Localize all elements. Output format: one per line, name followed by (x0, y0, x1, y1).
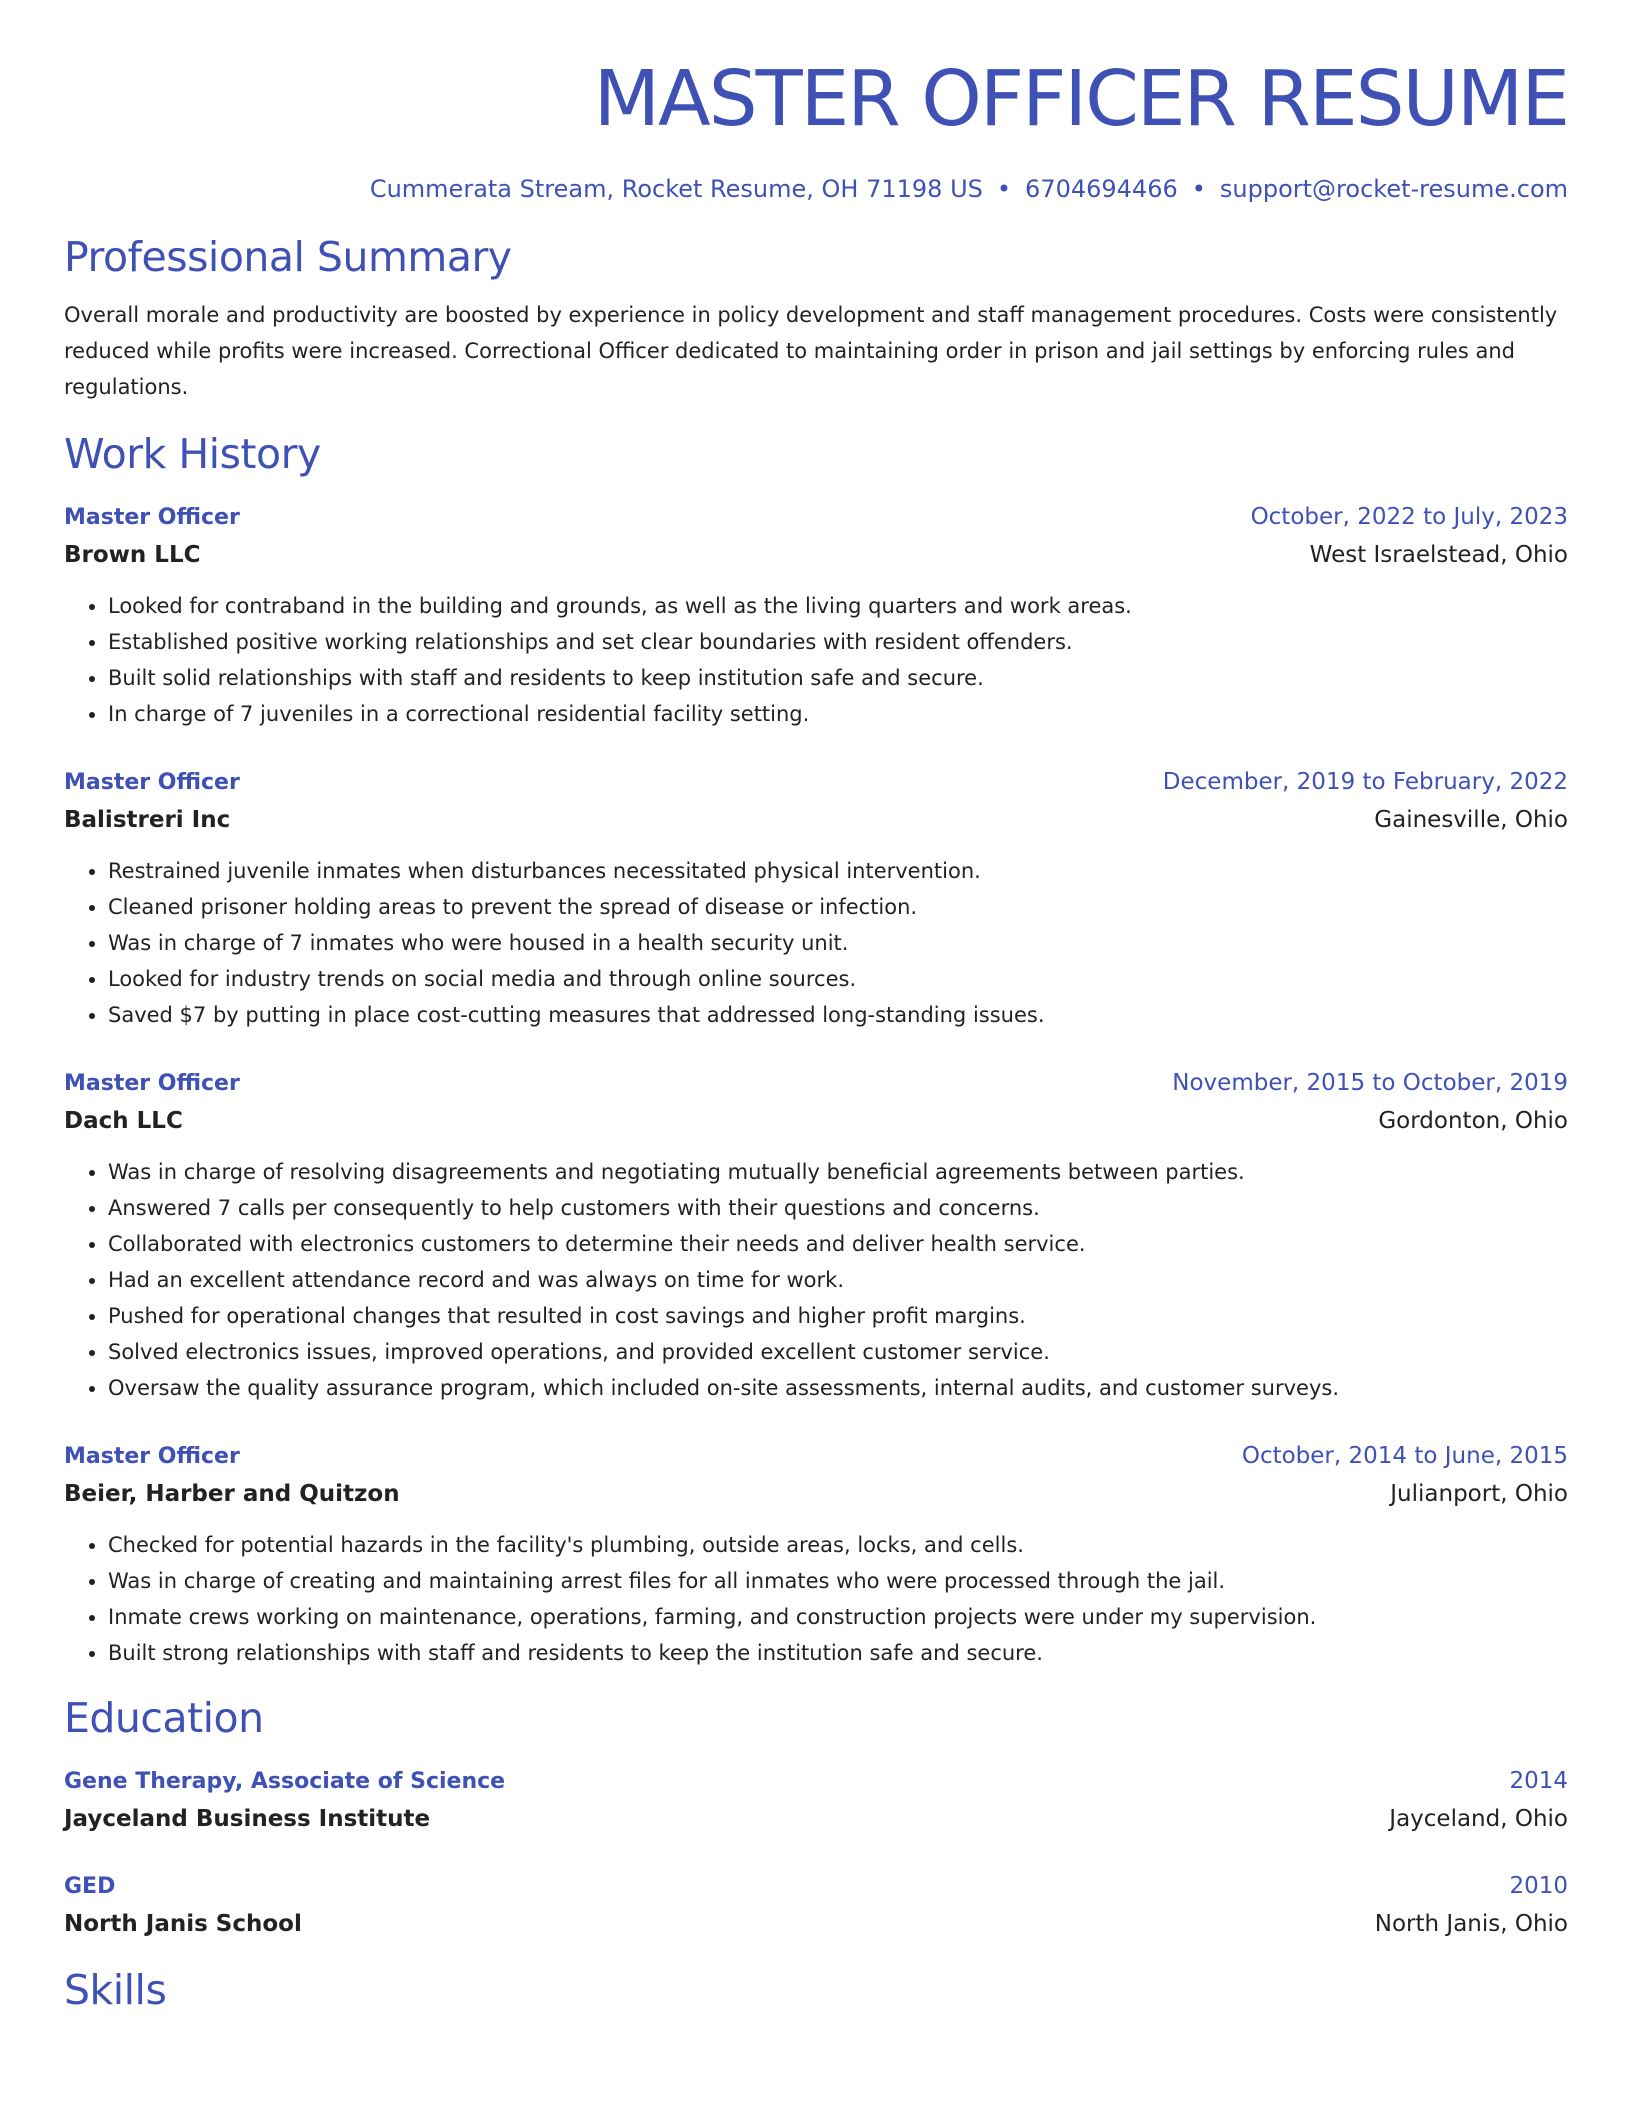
skills-heading: Skills (64, 1966, 167, 2014)
job-bullet: • Established positive working relationships and set clear boundaries with resident offenders. (108, 624, 1568, 660)
job-bullet: • Built strong relationships with staff and residents to keep the institution safe and secure. (108, 1635, 1568, 1671)
contact-email[interactable]: support@rocket-resume.com (1219, 175, 1568, 203)
job-dates: October, 2014 to June, 2015 (1241, 1443, 1568, 1469)
job-bullet: • Looked for industry trends on social media and through online sources. (108, 961, 1568, 997)
education-degree: Gene Therapy, Associate of Science (64, 1769, 506, 1794)
education-entry (64, 1763, 1568, 1838)
contact-address: Cummerata Stream, Rocket Resume, OH 71198 US (369, 175, 983, 203)
education-location: North Janis, Ohio (1374, 1911, 1568, 1937)
job-bullet: • Answered 7 calls per consequently to help customers with their questions and concerns. (108, 1190, 1568, 1226)
job-role-row (64, 1065, 1568, 1102)
education-school: North Janis School (64, 1911, 302, 1937)
job-bullet: • Was in charge of 7 inmates who were housed in a health security unit. (108, 925, 1568, 961)
job-entry (64, 1438, 1568, 1671)
job-company: Beier, Harber and Quitzon (64, 1481, 400, 1507)
job-location: West Israelstead, Ohio (1309, 542, 1568, 568)
job-bullet: • Cleaned prisoner holding areas to prevent the spread of disease or infection. (108, 889, 1568, 925)
job-dates: October, 2022 to July, 2023 (1250, 504, 1568, 530)
job-role: Master Officer (64, 505, 240, 530)
job-entry (64, 499, 1568, 732)
education-entry (64, 1868, 1568, 1943)
education-degree-row (64, 1868, 1568, 1905)
contact-phone: 6704694466 (1025, 175, 1178, 203)
contact-separator: • (996, 175, 1012, 203)
job-bullet: • Collaborated with electronics customers to determine their needs and deliver health service. (108, 1226, 1568, 1262)
summary-heading: Professional Summary (64, 233, 512, 281)
job-entry (64, 1065, 1568, 1406)
job-location: Julianport, Ohio (1390, 1481, 1568, 1507)
education-location: Jayceland, Ohio (1389, 1806, 1568, 1832)
job-role-row (64, 499, 1568, 536)
job-bullet: • Inmate crews working on maintenance, operations, farming, and construction projects were under my supervision. (108, 1599, 1568, 1635)
education-degree-row (64, 1763, 1568, 1800)
education-year: 2014 (1509, 1768, 1568, 1794)
job-company: Dach LLC (64, 1108, 183, 1134)
job-dates: November, 2015 to October, 2019 (1172, 1070, 1568, 1096)
job-company-row (64, 1102, 1568, 1140)
job-location: Gainesville, Ohio (1374, 807, 1568, 833)
job-bullets (64, 1527, 1568, 1671)
job-bullets (64, 1154, 1568, 1406)
job-company-row (64, 801, 1568, 839)
education-year: 2010 (1509, 1873, 1568, 1899)
job-company: Balistreri Inc (64, 807, 231, 833)
job-bullet: • Looked for contraband in the building and grounds, as well as the living quarters and work areas. (108, 588, 1568, 624)
contact-separator: • (1191, 175, 1206, 203)
job-bullet: • Solved electronics issues, improved operations, and provided excellent customer service. (108, 1334, 1568, 1370)
work-history-heading: Work History (64, 430, 321, 478)
job-company: Brown LLC (64, 542, 201, 568)
job-dates: December, 2019 to February, 2022 (1162, 769, 1568, 795)
job-bullets (64, 588, 1568, 732)
job-entry (64, 764, 1568, 1033)
job-role: Master Officer (64, 1071, 240, 1096)
job-bullets (64, 853, 1568, 1033)
job-location: Gordonton, Ohio (1378, 1108, 1568, 1134)
education-degree: GED (64, 1874, 116, 1899)
education-school-row (64, 1800, 1568, 1838)
job-role-row (64, 764, 1568, 801)
job-company-row (64, 536, 1568, 574)
job-bullet: • In charge of 7 juveniles in a correctional residential facility setting. (108, 696, 1568, 732)
job-bullet: • Restrained juvenile inmates when disturbances necessitated physical intervention. (108, 853, 1568, 889)
job-bullet: • Built solid relationships with staff and residents to keep institution safe and secure. (108, 660, 1568, 696)
job-bullet: • Pushed for operational changes that resulted in cost savings and higher profit margins. (108, 1298, 1568, 1334)
job-bullet: • Checked for potential hazards in the facility's plumbing, outside areas, locks, and cells. (108, 1527, 1568, 1563)
resume-header (64, 52, 1568, 204)
resume-title: MASTER OFFICER RESUME (593, 55, 1568, 144)
job-bullet: • Oversaw the quality assurance program, which included on-site assessments, internal audits, and customer surveys. (108, 1370, 1568, 1406)
contact-line (64, 174, 1568, 204)
job-role-row (64, 1438, 1568, 1475)
summary-text: Overall morale and productivity are boosted by experience in policy development and staff management procedures. Costs were consistently reduced while profits were increased. Correctional Officer dedicated to maintaining order in prison and jail settings by enforcing rules and regulations. (64, 303, 1558, 399)
job-role: Master Officer (64, 1444, 240, 1469)
job-bullet: • Saved $7 by putting in place cost-cutting measures that addressed long-standing issues. (108, 997, 1568, 1033)
job-bullet: • Had an excellent attendance record and was always on time for work. (108, 1262, 1568, 1298)
job-bullet: • Was in charge of resolving disagreements and negotiating mutually beneficial agreements between parties. (108, 1154, 1568, 1190)
job-company-row (64, 1475, 1568, 1513)
education-heading: Education (64, 1694, 264, 1742)
education-school-row (64, 1905, 1568, 1943)
job-role: Master Officer (64, 770, 240, 795)
education-school: Jayceland Business Institute (64, 1806, 431, 1832)
job-bullet: • Was in charge of creating and maintaining arrest files for all inmates who were processed through the jail. (108, 1563, 1568, 1599)
